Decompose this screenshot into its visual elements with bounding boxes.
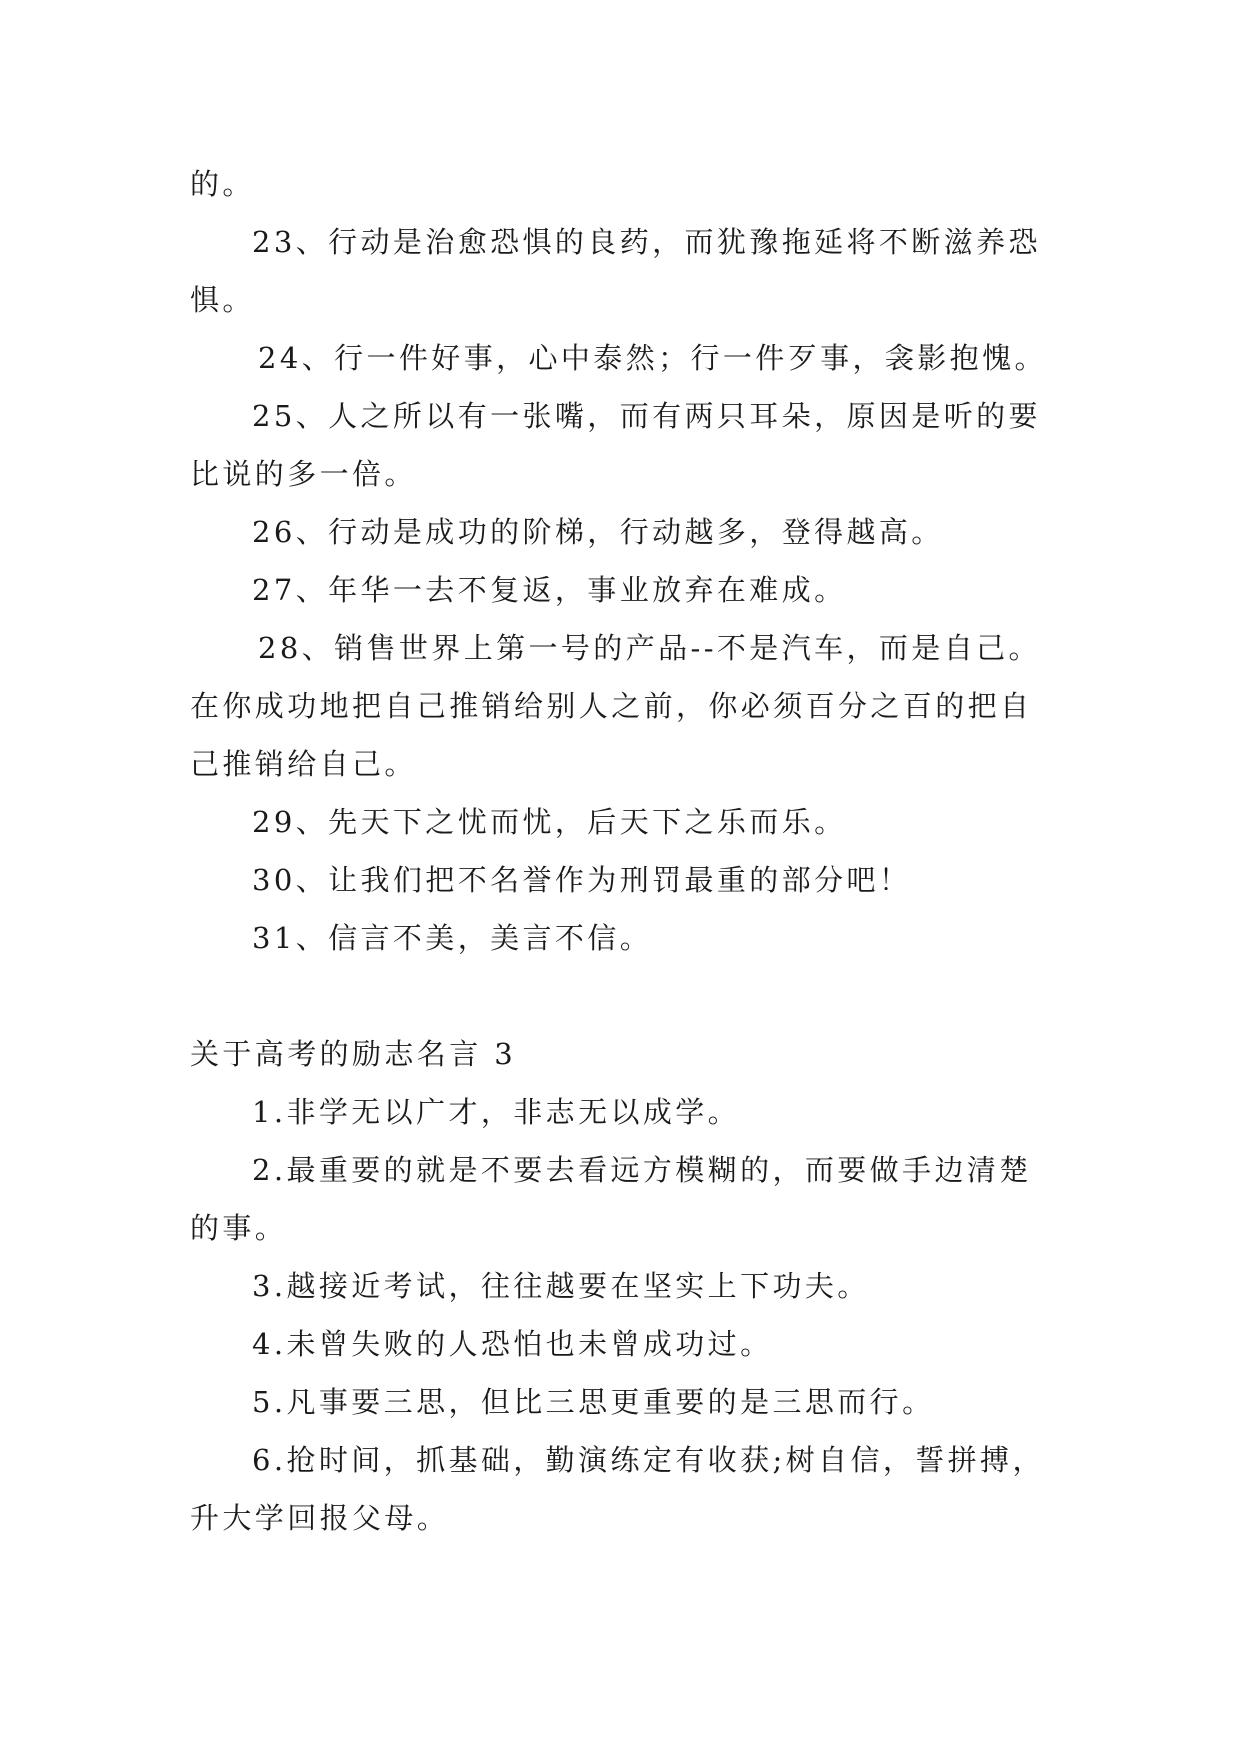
item-30: 30、让我们把不名誉作为刑罚最重的部分吧！ (252, 863, 912, 897)
item-23-line-2: 惧。 (190, 283, 255, 317)
item-2-line-1: 2.最重要的就是不要去看远方模糊的，而要做手边清楚 (252, 1153, 1032, 1187)
section-heading: 关于高考的励志名言 3 (190, 1037, 517, 1071)
item-4: 4.未曾失败的人恐怕也未曾成功过。 (252, 1327, 773, 1361)
item-28-line-1: 28、销售世界上第一号的产品--不是汽车，而是自己。 (258, 631, 1041, 665)
item-29: 29、先天下之忧而忧，后天下之乐而乐。 (252, 805, 847, 839)
item-26: 26、行动是成功的阶梯，行动越多，登得越高。 (252, 515, 944, 549)
item-28-line-2: 在你成功地把自己推销给别人之前，你必须百分之百的把自 (190, 689, 1033, 723)
item-6-line-1: 6.抢时间，抓基础，勤演练定有收获;树自信，誓拼搏， (252, 1443, 1045, 1477)
item-1: 1.非学无以广才，非志无以成学。 (252, 1095, 741, 1129)
item-2-line-2: 的事。 (190, 1211, 288, 1245)
item-27: 27、年华一去不复返，事业放弃在难成。 (252, 573, 847, 607)
item-23-line-1: 23、行动是治愈恐惧的良药，而犹豫拖延将不断滋养恐 (252, 225, 1041, 259)
item-25-line-1: 25、人之所以有一张嘴，而有两只耳朵，原因是听的要 (252, 399, 1041, 433)
item-22-end: 的。 (190, 167, 255, 201)
item-25-line-2: 比说的多一倍。 (190, 457, 417, 491)
item-28-line-3: 己推销给自己。 (190, 747, 417, 781)
item-6-line-2: 升大学回报父母。 (190, 1501, 450, 1535)
item-3: 3.越接近考试，往往越要在坚实上下功夫。 (252, 1269, 870, 1303)
item-31: 31、信言不美，美言不信。 (252, 921, 653, 955)
item-24: 24、行一件好事，心中泰然；行一件歹事，衾影抱愧。 (258, 341, 1047, 375)
item-5: 5.凡事要三思，但比三思更重要的是三思而行。 (252, 1385, 935, 1419)
